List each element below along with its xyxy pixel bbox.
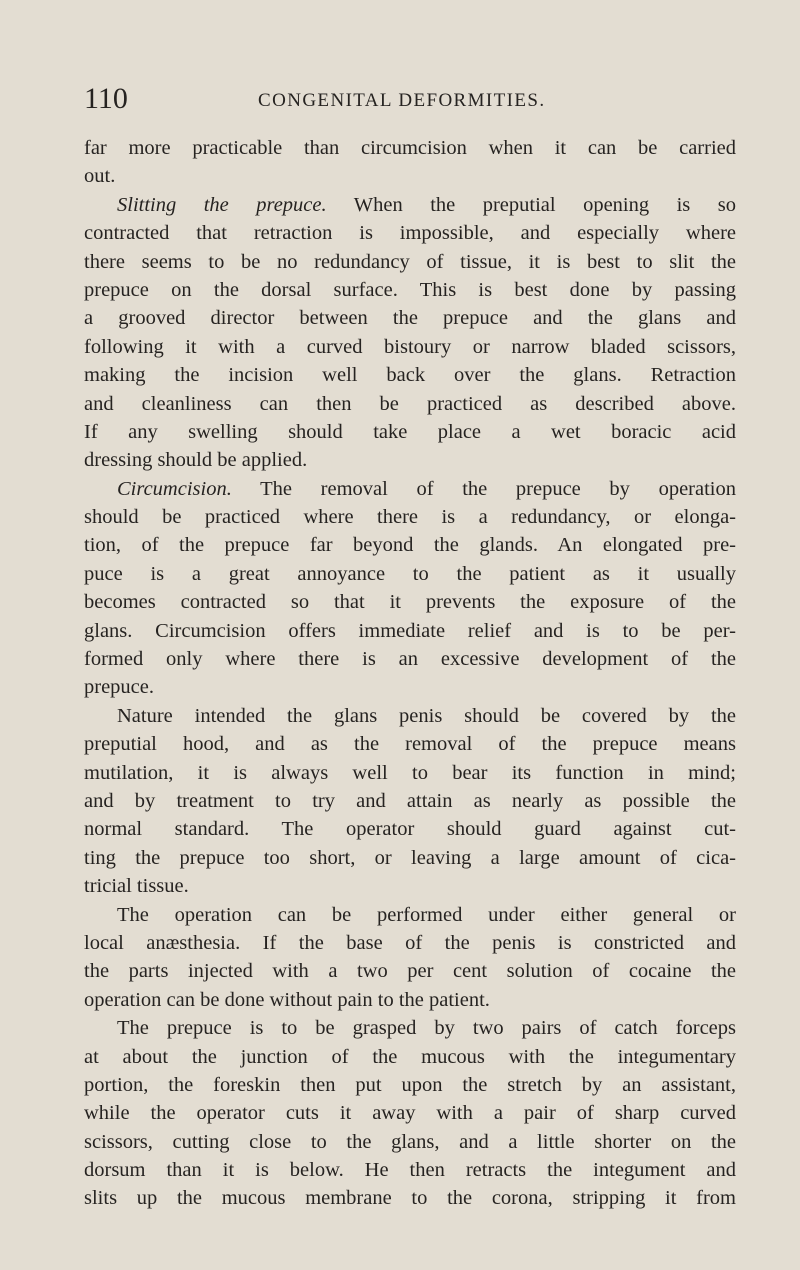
text-line: and cleanliness can then be practiced as described above.: [84, 392, 736, 415]
text-line: while the operator cuts it away with a pair of sharp curved: [84, 1102, 736, 1125]
text-line: at about the junction of the mucous with the integumentary: [84, 1045, 736, 1068]
text-line: Nature intended the glans penis should be covered by the: [117, 704, 736, 727]
text-line: should be practiced where there is a redundancy, or elonga-: [84, 506, 736, 529]
text-line: Slitting the prepuce. When the preputial opening is so: [117, 193, 736, 216]
text-line: mutilation, it is always well to bear its function in mind;: [84, 761, 736, 784]
text-line: tion, of the prepuce far beyond the glands. An elongated pre-: [84, 534, 736, 557]
text-line: puce is a great annoyance to the patient as it usually: [84, 562, 736, 585]
text-line: and by treatment to try and attain as nearly as possible the: [84, 789, 736, 812]
text-line: contracted that retraction is impossible, and especially where: [84, 222, 736, 245]
text-line: normal standard. The operator should guard against cut-: [84, 818, 736, 841]
page-number: 110: [84, 82, 128, 115]
text-line: If any swelling should take place a wet boracic acid: [84, 420, 736, 443]
section-heading-slitting-prepuce: Slitting the prepuce.: [117, 193, 327, 216]
text-line: Circumcision. The removal of the prepuce by operation: [117, 477, 736, 500]
body-text: [84, 134, 736, 1213]
text-line: there seems to be no redundancy of tissue, it is best to slit the: [84, 250, 736, 273]
text-line: dorsum than it is below. He then retracts the integument and: [84, 1159, 736, 1182]
running-title: CONGENITAL DEFORMITIES.: [258, 90, 546, 111]
text-line: glans. Circumcision offers immediate relief and is to be per-: [84, 619, 736, 642]
text-line: tricial tissue.: [84, 875, 189, 898]
text-line: far more practicable than circumcision when it can be carried: [84, 137, 736, 159]
text-line: the parts injected with a two per cent solution of cocaine the: [84, 960, 736, 983]
text-line: ting the prepuce too short, or leaving a large amount of cica-: [84, 846, 736, 869]
text-line: preputial hood, and as the removal of the prepuce means: [84, 733, 736, 756]
text-line: prepuce on the dorsal surface. This is best done by passing: [84, 278, 736, 301]
text-line: making the incision well back over the glans. Retraction: [84, 364, 736, 387]
text-line: The prepuce is to be grasped by two pairs of catch forceps: [117, 1017, 736, 1040]
text-line: local anæsthesia. If the base of the penis is constricted and: [84, 931, 736, 954]
text-line: dressing should be applied.: [84, 449, 308, 472]
section-heading-circumcision: Circumcision.: [117, 477, 232, 500]
text-line: scissors, cutting close to the glans, and a little shorter on the: [84, 1130, 736, 1153]
text-line: a grooved director between the prepuce and the glans and: [84, 307, 736, 330]
text-line: operation can be done without pain to the patient.: [84, 988, 490, 1011]
text-line: portion, the foreskin then put upon the stretch by an assistant,: [84, 1073, 736, 1096]
text-line: prepuce.: [84, 676, 154, 699]
text-line: following it with a curved bistoury or narrow bladed scissors,: [84, 335, 736, 358]
text-line: becomes contracted so that it prevents the exposure of the: [84, 591, 736, 614]
text-line: out.: [84, 165, 116, 188]
text-line: slits up the mucous membrane to the corona, stripping it from: [84, 1187, 736, 1210]
text-line: The operation can be performed under either general or: [117, 903, 736, 926]
text-line: formed only where there is an excessive development of the: [84, 648, 736, 671]
running-head: [84, 82, 736, 116]
